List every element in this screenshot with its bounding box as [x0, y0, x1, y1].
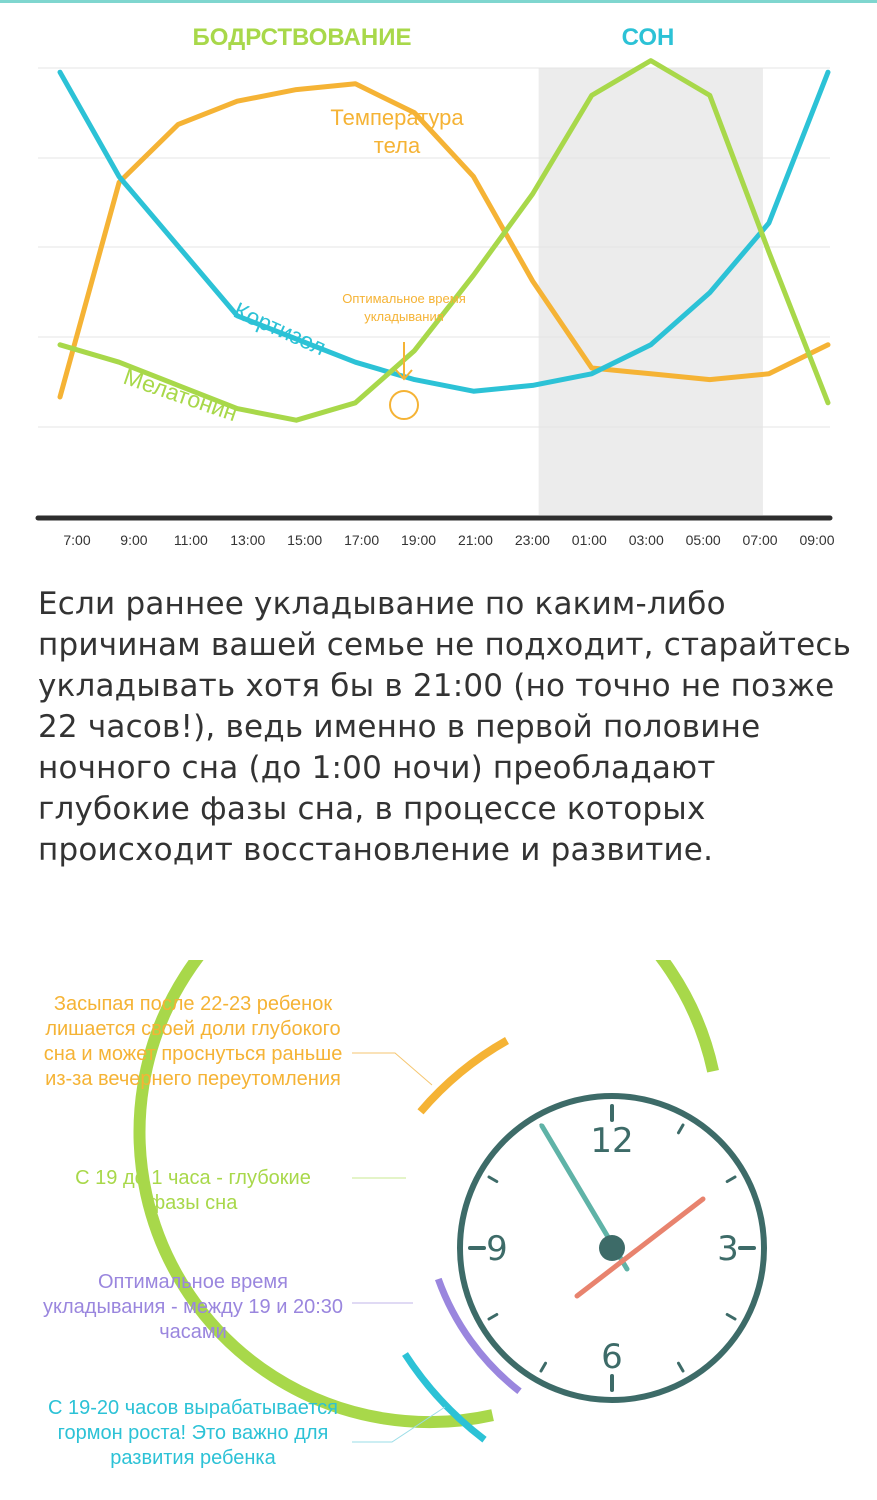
melatonin-series-label: Мелатонин [120, 363, 241, 427]
x-tick-label: 7:00 [63, 532, 91, 548]
x-tick-label: 15:00 [287, 532, 323, 548]
clock-number-9: 9 [486, 1229, 508, 1269]
x-tick-label: 05:00 [685, 532, 721, 548]
x-tick-label: 11:00 [173, 532, 208, 548]
sleep-header: СОН [621, 24, 675, 51]
awake-header: БОДРСТВОВАНИЕ [192, 24, 412, 51]
hormone-chart [0, 0, 877, 560]
temperature-series-label: Температура тела [330, 105, 464, 158]
caption-leader-lines [352, 1053, 445, 1442]
sleep-period-band [539, 68, 763, 515]
late-sleep-caption: Засыпая после 22-23 ребенок лишается своей доли глубокого сна и может проснуться раньше из-за вечернего переутомления [43, 993, 343, 1090]
x-tick-label: 9:00 [120, 532, 148, 548]
x-tick-label: 19:00 [401, 532, 437, 548]
clock-center [599, 1235, 625, 1261]
bedtime-caption: Оптимальное время укладывания - между 19 и 20:30 часами [43, 1271, 343, 1343]
clock-number-6: 6 [601, 1337, 623, 1377]
growth-hormone-caption: С 19-20 часов вырабатывается гормон роста! Это важно для развития ребенка [48, 1397, 338, 1469]
x-tick-label: 13:00 [230, 532, 266, 548]
clock-number-3: 3 [717, 1229, 739, 1269]
clock-number-12: 12 [590, 1121, 634, 1161]
cortisol-series-label: Кортизол [229, 296, 330, 361]
bedtime-paragraph: Если раннее укладывание по каким-либо причинам вашей семье не подходит, старайтесь укладывать хотя бы в 21:00 (но точно не позже 22 часов!), ведь именно в первой половине ночного сна (до 1:00 ночи) преобладают глубокие фазы сна, в процессе которых происходит восстановление и развитие. [38, 586, 852, 868]
arrow-down-icon [396, 342, 412, 379]
deep-phases-caption: С 19 до 1 часа - глубокие фазы сна [75, 1167, 311, 1214]
x-tick-label: 21:00 [457, 532, 493, 548]
x-tick-label: 17:00 [344, 532, 380, 548]
late-sleep-arc [421, 1041, 508, 1112]
optimal-bedtime-annotation: Оптимальное время укладывания [342, 291, 466, 324]
x-tick-label: 01:00 [571, 532, 607, 548]
x-tick-label: 03:00 [628, 532, 664, 548]
x-tick-label: 23:00 [514, 532, 550, 548]
x-tick-label: 09:00 [799, 532, 835, 548]
intersection-marker [390, 391, 418, 419]
x-tick-label: 07:00 [742, 532, 778, 548]
